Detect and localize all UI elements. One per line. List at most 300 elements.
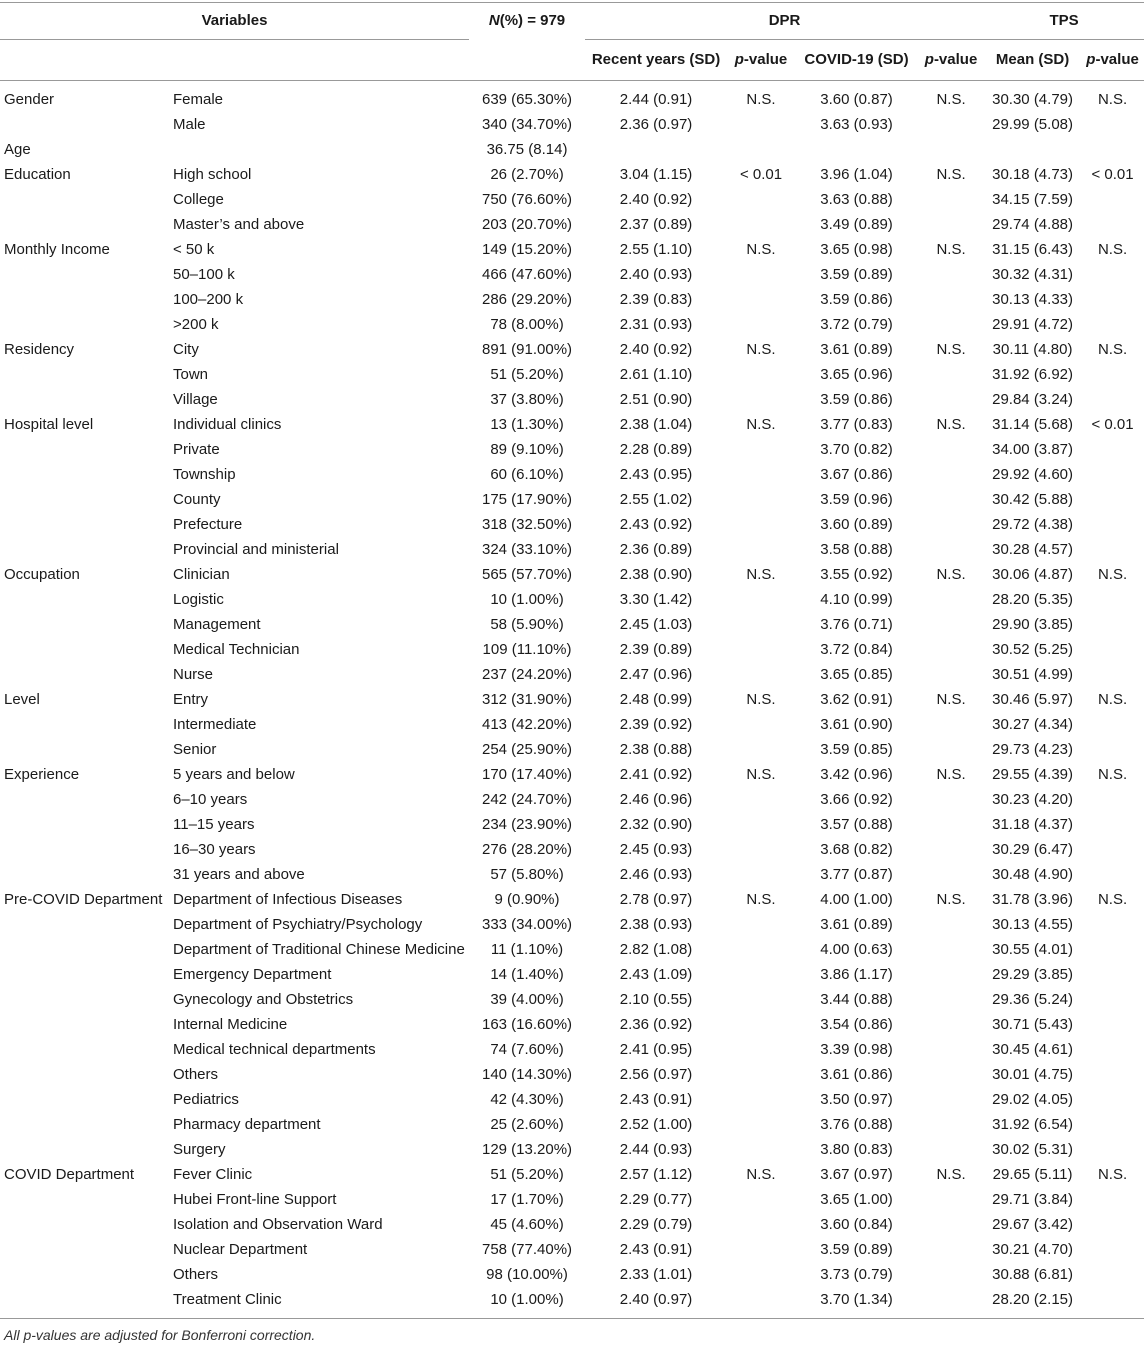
cell-recent-years: 2.46 (0.93) xyxy=(619,866,693,883)
cell-n-percent: 45 (4.60%) xyxy=(490,1216,564,1233)
cell-covid: 3.54 (0.86) xyxy=(820,1016,893,1033)
cell-p-value-tps: N.S. xyxy=(1097,891,1128,908)
cell-variable xyxy=(0,1037,171,1062)
cell-covid: 3.44 (0.88) xyxy=(820,991,893,1008)
cell-category: 11–15 years xyxy=(173,816,255,833)
cell-covid: 3.55 (0.92) xyxy=(820,566,893,583)
cell-tps-mean: 30.46 (5.97) xyxy=(992,691,1073,708)
cell-p-value-tps xyxy=(1081,462,1144,487)
cell-category: 50–100 k xyxy=(173,266,235,283)
cell-variable xyxy=(0,512,171,537)
cell-category: Emergency Department xyxy=(173,966,332,983)
cell-category: Clinician xyxy=(173,566,230,583)
table-row xyxy=(0,687,1144,712)
cell-recent-years: 2.39 (0.89) xyxy=(619,641,693,658)
cell-p-value-tps: N.S. xyxy=(1097,566,1128,583)
cell-p-value-covid xyxy=(918,737,984,762)
cell-covid: 4.10 (0.99) xyxy=(820,591,893,608)
cell-p-value-covid xyxy=(918,1137,984,1162)
cell-p-value-tps xyxy=(1081,312,1144,337)
cell-p-value-recent: N.S. xyxy=(746,891,776,908)
table-row xyxy=(0,1162,1144,1187)
cell-p-value-tps xyxy=(1081,812,1144,837)
cell-covid: 3.96 (1.04) xyxy=(820,166,893,183)
cell-category: Township xyxy=(173,466,236,483)
cell-n-percent: 333 (34.00%) xyxy=(481,916,573,933)
cell-covid: 3.60 (0.89) xyxy=(820,516,893,533)
table-row xyxy=(0,912,1144,937)
cell-n-percent: 237 (24.20%) xyxy=(481,666,573,683)
cell-p-value-covid: N.S. xyxy=(936,766,966,783)
cell-variable: COVID Department xyxy=(4,1166,135,1183)
cell-recent-years: 3.30 (1.42) xyxy=(619,591,693,608)
table-row xyxy=(0,212,1144,237)
cell-n-percent: 109 (11.10%) xyxy=(482,641,572,658)
cell-covid: 3.62 (0.91) xyxy=(820,691,893,708)
cell-tps-mean: 30.71 (5.43) xyxy=(992,1016,1073,1033)
cell-covid: 3.60 (0.84) xyxy=(820,1216,893,1233)
cell-recent-years: 2.10 (0.55) xyxy=(619,991,693,1008)
cell-category: Nuclear Department xyxy=(173,1241,308,1258)
cell-category: < 50 k xyxy=(173,241,215,258)
cell-n-percent: 14 (1.40%) xyxy=(490,966,564,983)
cell-variable xyxy=(0,612,171,637)
cell-covid: 3.70 (0.82) xyxy=(820,441,893,458)
cell-p-value-covid xyxy=(918,487,984,512)
cell-n-percent: 234 (23.90%) xyxy=(481,816,573,833)
dpr-header: DPR xyxy=(585,3,984,40)
cell-tps-mean: 30.48 (4.90) xyxy=(992,866,1073,883)
cell-p-value-recent xyxy=(727,1262,795,1287)
cell-tps-mean: 30.13 (4.33) xyxy=(992,291,1073,308)
cell-tps-mean: 30.06 (4.87) xyxy=(992,566,1073,583)
cell-p-value-recent xyxy=(727,1037,795,1062)
cell-p-value-covid xyxy=(918,212,984,237)
cell-covid: 3.77 (0.83) xyxy=(820,416,893,433)
cell-variable xyxy=(0,662,171,687)
cell-variable xyxy=(0,387,171,412)
cell-p-value-tps: < 0.01 xyxy=(1091,416,1134,433)
cell-covid: 3.49 (0.89) xyxy=(820,216,893,233)
cell-p-value-recent: < 0.01 xyxy=(739,166,783,183)
cell-p-value-recent: N.S. xyxy=(746,416,776,433)
cell-n-percent: 17 (1.70%) xyxy=(490,1191,564,1208)
cell-p-value-tps xyxy=(1081,662,1144,687)
table-row xyxy=(0,362,1144,387)
cell-category: Village xyxy=(173,391,218,408)
cell-tps-mean: 29.74 (4.88) xyxy=(992,216,1073,233)
cell-p-value-tps xyxy=(1081,1137,1144,1162)
cell-p-value-covid xyxy=(918,962,984,987)
cell-covid: 3.86 (1.17) xyxy=(820,966,893,983)
cell-variable xyxy=(0,1262,171,1287)
cell-p-value-tps xyxy=(1081,287,1144,312)
cell-n-percent: 639 (65.30%) xyxy=(481,91,573,108)
cell-recent-years: 2.40 (0.97) xyxy=(619,1291,693,1308)
cell-p-value-recent xyxy=(727,362,795,387)
data-table xyxy=(0,2,1144,1319)
cell-p-value-recent: N.S. xyxy=(746,691,776,708)
cell-p-value-tps: N.S. xyxy=(1097,341,1128,358)
cell-variable xyxy=(0,212,171,237)
cell-p-value-recent xyxy=(727,662,795,687)
cell-p-value-recent xyxy=(727,1112,795,1137)
cell-p-value-covid: N.S. xyxy=(936,691,966,708)
cell-p-value-tps xyxy=(1081,1237,1144,1262)
table-row xyxy=(0,1087,1144,1112)
cell-covid: 3.58 (0.88) xyxy=(820,541,893,558)
cell-p-value-tps xyxy=(1081,1087,1144,1112)
cell-n-percent: 74 (7.60%) xyxy=(490,1041,564,1058)
table-row xyxy=(0,837,1144,862)
variables-subheader-empty xyxy=(0,40,469,81)
cell-tps-mean: 29.90 (3.85) xyxy=(992,616,1073,633)
cell-p-value-covid xyxy=(918,1262,984,1287)
cell-tps-mean xyxy=(984,137,1081,162)
cell-p-value-recent xyxy=(727,787,795,812)
cell-p-value-recent xyxy=(727,112,795,137)
cell-covid: 3.59 (0.86) xyxy=(820,291,893,308)
cell-covid: 3.61 (0.89) xyxy=(820,916,893,933)
cell-variable xyxy=(0,837,171,862)
cell-tps-mean: 30.42 (5.88) xyxy=(992,491,1073,508)
cell-recent-years: 2.48 (0.99) xyxy=(619,691,693,708)
cell-covid: 3.72 (0.84) xyxy=(820,641,893,658)
cell-n-percent: 60 (6.10%) xyxy=(490,466,564,483)
cell-covid: 3.65 (0.98) xyxy=(820,241,893,258)
cell-p-value-tps xyxy=(1081,387,1144,412)
cell-covid: 3.68 (0.82) xyxy=(820,841,893,858)
cell-p-value-covid xyxy=(918,787,984,812)
cell-p-value-tps xyxy=(1081,212,1144,237)
cell-p-value-covid xyxy=(918,712,984,737)
cell-p-value-covid xyxy=(918,612,984,637)
cell-n-percent: 37 (3.80%) xyxy=(490,391,564,408)
cell-variable xyxy=(0,1062,171,1087)
cell-p-value-covid xyxy=(918,662,984,687)
cell-tps-mean: 30.29 (6.47) xyxy=(992,841,1073,858)
cell-recent-years: 2.44 (0.93) xyxy=(619,1141,693,1158)
cell-p-value-tps xyxy=(1081,837,1144,862)
cell-category: Pediatrics xyxy=(173,1091,239,1108)
cell-p-value-covid xyxy=(918,912,984,937)
cell-p-value-covid xyxy=(918,1237,984,1262)
cell-p-value-recent xyxy=(727,812,795,837)
p-letter: p xyxy=(734,51,744,68)
cell-tps-mean: 29.91 (4.72) xyxy=(992,316,1073,333)
cell-recent-years: 2.78 (0.97) xyxy=(619,891,693,908)
cell-n-percent: 13 (1.30%) xyxy=(490,416,564,433)
cell-category: >200 k xyxy=(173,316,219,333)
cell-p-value-covid: N.S. xyxy=(936,416,966,433)
cell-p-value-recent xyxy=(727,1212,795,1237)
cell-recent-years: 2.38 (0.88) xyxy=(619,741,693,758)
cell-n-percent: 312 (31.90%) xyxy=(481,691,573,708)
cell-recent-years: 2.82 (1.08) xyxy=(619,941,693,958)
cell-p-value-recent: N.S. xyxy=(746,566,776,583)
cell-covid: 3.66 (0.92) xyxy=(820,791,893,808)
cell-p-value-covid xyxy=(918,937,984,962)
cell-n-percent: 254 (25.90%) xyxy=(481,741,573,758)
cell-category: Others xyxy=(173,1266,219,1283)
cell-p-value-recent: N.S. xyxy=(746,766,776,783)
cell-category xyxy=(171,137,469,162)
p-value-header-2 xyxy=(918,40,984,81)
cell-category: 6–10 years xyxy=(173,791,248,808)
cell-n-percent: 26 (2.70%) xyxy=(490,166,564,183)
cell-p-value-tps: N.S. xyxy=(1097,766,1128,783)
cell-covid: 3.76 (0.71) xyxy=(820,616,893,633)
cell-n-percent: 466 (47.60%) xyxy=(481,266,573,283)
cell-n-percent: 89 (9.10%) xyxy=(490,441,564,458)
cell-n-percent: 11 (1.10%) xyxy=(490,941,564,958)
cell-variable xyxy=(0,712,171,737)
cell-recent-years: 2.52 (1.00) xyxy=(619,1116,693,1133)
cell-variable: Education xyxy=(4,166,71,183)
cell-p-value-covid xyxy=(918,1062,984,1087)
cell-recent-years: 2.32 (0.90) xyxy=(619,816,693,833)
mean-header: Mean (SD) xyxy=(995,51,1070,68)
cell-covid: 3.61 (0.89) xyxy=(820,341,893,358)
cell-p-value-tps xyxy=(1081,787,1144,812)
n-subheader-empty xyxy=(469,40,585,81)
cell-p-value-tps xyxy=(1081,912,1144,937)
cell-covid: 3.60 (0.87) xyxy=(820,91,893,108)
cell-p-value-recent xyxy=(727,262,795,287)
cell-recent-years: 2.45 (1.03) xyxy=(619,616,693,633)
cell-tps-mean: 30.88 (6.81) xyxy=(992,1266,1073,1283)
cell-variable xyxy=(0,487,171,512)
cell-p-value-tps xyxy=(1081,362,1144,387)
cell-p-value-recent xyxy=(727,987,795,1012)
cell-p-value-covid xyxy=(918,587,984,612)
cell-tps-mean: 30.01 (4.75) xyxy=(992,1066,1073,1083)
cell-variable xyxy=(0,1237,171,1262)
cell-p-value-covid xyxy=(918,537,984,562)
cell-tps-mean: 30.11 (4.80) xyxy=(992,341,1073,358)
table-row xyxy=(0,587,1144,612)
cell-p-value-recent xyxy=(727,462,795,487)
cell-recent-years: 2.40 (0.92) xyxy=(619,191,693,208)
table-row xyxy=(0,937,1144,962)
cell-tps-mean: 31.92 (6.92) xyxy=(992,366,1073,383)
cell-covid: 3.59 (0.89) xyxy=(820,266,893,283)
cell-tps-mean: 30.52 (5.25) xyxy=(992,641,1073,658)
cell-n-percent: 9 (0.90%) xyxy=(494,891,560,908)
table-row xyxy=(0,287,1144,312)
cell-recent-years: 2.36 (0.97) xyxy=(619,116,693,133)
cell-covid: 3.61 (0.86) xyxy=(820,1066,893,1083)
tps-header: TPS xyxy=(984,3,1144,40)
cell-tps-mean: 34.00 (3.87) xyxy=(992,441,1073,458)
table-row xyxy=(0,137,1144,162)
cell-recent-years: 2.40 (0.93) xyxy=(619,266,693,283)
cell-recent-years: 2.28 (0.89) xyxy=(619,441,693,458)
cell-recent-years: 2.57 (1.12) xyxy=(619,1166,693,1183)
table-row xyxy=(0,1012,1144,1037)
cell-p-value-recent xyxy=(727,287,795,312)
cell-category: Female xyxy=(173,91,224,108)
cell-recent-years: 2.38 (1.04) xyxy=(619,416,693,433)
table-row xyxy=(0,787,1144,812)
cell-covid: 3.67 (0.97) xyxy=(820,1166,893,1183)
cell-category: Hubei Front-line Support xyxy=(173,1191,337,1208)
cell-category: Senior xyxy=(173,741,217,758)
cell-category: 31 years and above xyxy=(173,866,305,883)
cell-n-percent: 140 (14.30%) xyxy=(481,1066,573,1083)
cell-p-value-recent xyxy=(727,1187,795,1212)
cell-p-value-covid xyxy=(918,362,984,387)
cell-n-percent: 413 (42.20%) xyxy=(481,716,573,733)
cell-p-value-recent xyxy=(727,312,795,337)
header-row-2 xyxy=(0,40,1144,81)
cell-recent-years: 2.56 (0.97) xyxy=(619,1066,693,1083)
cell-p-value-recent xyxy=(727,512,795,537)
cell-p-value-covid xyxy=(918,312,984,337)
cell-variable: Occupation xyxy=(4,566,80,583)
cell-p-value-recent xyxy=(727,1137,795,1162)
cell-tps-mean: 30.02 (5.31) xyxy=(992,1141,1073,1158)
cell-p-value-tps xyxy=(1081,937,1144,962)
cell-category: Treatment Clinic xyxy=(173,1291,282,1308)
cell-n-percent: 163 (16.60%) xyxy=(481,1016,573,1033)
cell-tps-mean: 31.92 (6.54) xyxy=(992,1116,1073,1133)
cell-category: Fever Clinic xyxy=(173,1166,253,1183)
cell-variable xyxy=(0,262,171,287)
table-row xyxy=(0,162,1144,187)
cell-p-value-recent: N.S. xyxy=(746,91,776,108)
cell-tps-mean: 30.55 (4.01) xyxy=(992,941,1073,958)
cell-n-percent: 286 (29.20%) xyxy=(481,291,573,308)
cell-p-value-tps xyxy=(1081,437,1144,462)
cell-p-value-covid xyxy=(918,387,984,412)
cell-p-value-recent: N.S. xyxy=(746,241,776,258)
cell-recent-years: 2.29 (0.77) xyxy=(619,1191,693,1208)
cell-recent-years: 2.61 (1.10) xyxy=(619,366,693,383)
cell-variable xyxy=(0,912,171,937)
cell-category: Medical technical departments xyxy=(173,1041,376,1058)
cell-tps-mean: 28.20 (5.35) xyxy=(992,591,1073,608)
cell-variable xyxy=(0,462,171,487)
cell-p-value-covid: N.S. xyxy=(936,341,966,358)
table-row xyxy=(0,412,1144,437)
cell-recent-years: 2.51 (0.90) xyxy=(619,391,693,408)
cell-p-value-covid xyxy=(918,1112,984,1137)
cell-category: Master’s and above xyxy=(173,216,305,233)
cell-p-value-recent xyxy=(727,187,795,212)
cell-recent-years: 2.33 (1.01) xyxy=(619,1266,693,1283)
cell-p-value-recent xyxy=(727,387,795,412)
cell-p-value-tps xyxy=(1081,612,1144,637)
cell-p-value-tps: N.S. xyxy=(1097,1166,1128,1183)
cell-recent-years: 2.40 (0.92) xyxy=(619,341,693,358)
cell-p-value-tps: N.S. xyxy=(1097,91,1128,108)
cell-tps-mean: 31.15 (6.43) xyxy=(992,241,1073,258)
cell-p-value-tps xyxy=(1081,587,1144,612)
cell-p-value-recent xyxy=(727,637,795,662)
p-rest: -value xyxy=(1095,51,1139,68)
cell-variable xyxy=(0,1112,171,1137)
cell-p-value-covid xyxy=(918,462,984,487)
cell-variable xyxy=(0,1287,171,1319)
p-rest: -value xyxy=(743,51,788,68)
table-row xyxy=(0,562,1144,587)
cell-n-percent: 39 (4.00%) xyxy=(490,991,564,1008)
cell-n-percent: 242 (24.70%) xyxy=(481,791,573,808)
cell-variable xyxy=(0,1087,171,1112)
cell-category: Department of Infectious Diseases xyxy=(173,891,403,908)
cell-recent-years: 2.36 (0.89) xyxy=(619,541,693,558)
table-row xyxy=(0,1237,1144,1262)
cell-category: Department of Traditional Chinese Medicine xyxy=(173,941,465,958)
recent-years-header: Recent years (SD) xyxy=(591,51,721,68)
cell-p-value-tps: N.S. xyxy=(1097,241,1128,258)
cell-p-value-tps xyxy=(1081,962,1144,987)
table-row xyxy=(0,237,1144,262)
cell-n-percent: 203 (20.70%) xyxy=(481,216,573,233)
cell-n-percent: 565 (57.70%) xyxy=(481,566,573,583)
cell-p-value-covid xyxy=(918,1087,984,1112)
cell-p-value-covid xyxy=(918,112,984,137)
table-row xyxy=(0,637,1144,662)
cell-p-value-covid xyxy=(918,812,984,837)
cell-category: Entry xyxy=(173,691,209,708)
cell-variable xyxy=(0,937,171,962)
cell-tps-mean: 30.45 (4.61) xyxy=(992,1041,1073,1058)
cell-n-percent: 10 (1.00%) xyxy=(490,1291,564,1308)
cell-covid: 3.42 (0.96) xyxy=(820,766,893,783)
cell-p-value-recent xyxy=(727,912,795,937)
cell-recent-years: 2.41 (0.95) xyxy=(619,1041,693,1058)
cell-recent-years xyxy=(585,137,727,162)
cell-p-value-tps xyxy=(1081,512,1144,537)
cell-variable xyxy=(0,987,171,1012)
cell-variable xyxy=(0,362,171,387)
cell-n-percent: 318 (32.50%) xyxy=(481,516,573,533)
cell-variable xyxy=(0,787,171,812)
cell-p-value-covid xyxy=(918,1187,984,1212)
cell-tps-mean: 28.20 (2.15) xyxy=(992,1291,1073,1308)
cell-covid xyxy=(795,137,918,162)
cell-recent-years: 2.43 (0.92) xyxy=(619,516,693,533)
cell-category: Logistic xyxy=(173,591,224,608)
cell-p-value-recent: N.S. xyxy=(746,341,776,358)
footnote: All p-values are adjusted for Bonferroni correction. xyxy=(4,1327,316,1343)
p-value-header-1 xyxy=(727,40,795,81)
cell-tps-mean: 30.13 (4.55) xyxy=(992,916,1073,933)
cell-n-percent: 98 (10.00%) xyxy=(486,1266,568,1283)
n-suffix: (%) = 979 xyxy=(499,12,566,29)
cell-category: Surgery xyxy=(173,1141,226,1158)
cell-recent-years: 3.04 (1.15) xyxy=(619,166,693,183)
cell-covid: 3.50 (0.97) xyxy=(820,1091,893,1108)
table-row xyxy=(0,1112,1144,1137)
cell-variable xyxy=(0,962,171,987)
table-row xyxy=(0,537,1144,562)
cell-category: Internal Medicine xyxy=(173,1016,288,1033)
cell-category: 16–30 years xyxy=(173,841,256,858)
table-row xyxy=(0,1212,1144,1237)
cell-n-percent: 170 (17.40%) xyxy=(481,766,573,783)
cell-p-value-covid xyxy=(918,1012,984,1037)
cell-p-value-recent xyxy=(727,1237,795,1262)
cell-n-percent: 25 (2.60%) xyxy=(490,1116,564,1133)
cell-covid: 3.63 (0.93) xyxy=(820,116,893,133)
cell-p-value-recent xyxy=(727,487,795,512)
cell-recent-years: 2.37 (0.89) xyxy=(619,216,693,233)
n-symbol: N xyxy=(488,12,500,29)
cell-p-value-covid xyxy=(918,637,984,662)
